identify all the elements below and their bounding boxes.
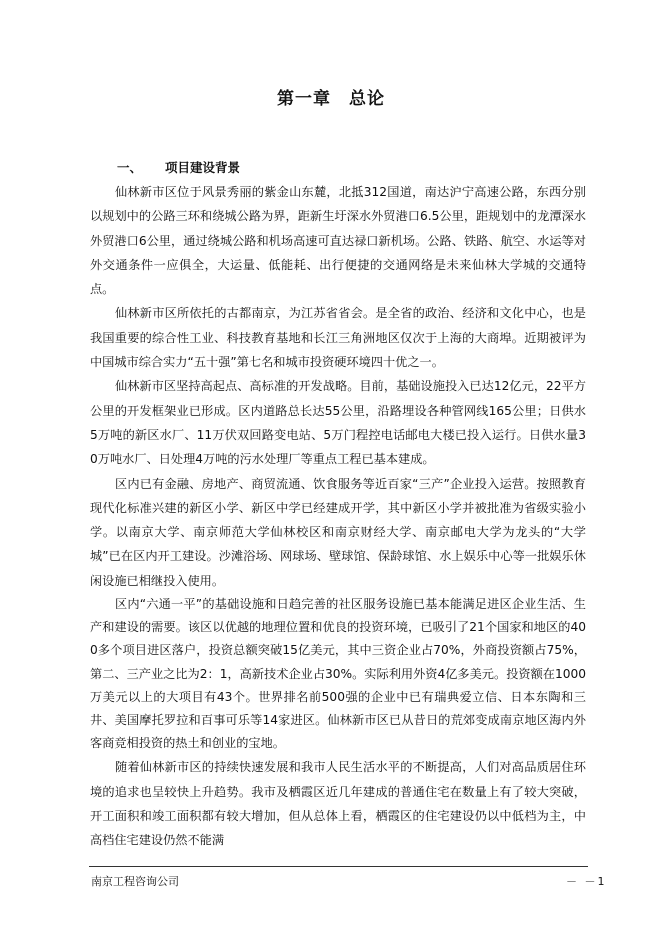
paragraph-housing: 随着仙林新市区的持续快速发展和我市人民生活水平的不断提高，人们对高品质居住环境的追求也呈较快上升趋势。我市及栖霞区近几年建成的普通住宅在数量上有了较大突破，开工面积和竣工面积都有较大增加，但从总体上看，栖霞区的住宅建设仍以中低档为主，中高档住宅建设仍然不能满 xyxy=(90,760,586,848)
section-number: 一、 xyxy=(117,160,143,175)
section-heading xyxy=(117,158,240,176)
footer-divider xyxy=(89,866,588,867)
body-text xyxy=(90,180,586,853)
chapter-title xyxy=(0,84,662,109)
paragraph-development: 仙林新市区坚持高起点、高标准的开发战略。目前，基础设施投入已达12亿元，22平方公里的开发框架业已形成。区内道路总长达55公里，沿路埋设各种管网线165公里；日供水5万吨的新区水厂、11万伏双回路变电站、5万门程控电话邮电大楼已投入运行。日供水量30万吨水厂、日处理4万吨的污水处理厂等重点工程已基本建成。 xyxy=(90,379,586,467)
section-title: 项目建设背景 xyxy=(165,160,241,175)
paragraph-services: 区内已有金融、房地产、商贸流通、饮食服务等近百家“三产”企业投入运营。按照教育现代化标准兴建的新区小学、新区中学已经建成开学，其中新区小学并被批准为省级实验小学。以南京大学、南京师范大学仙林校区和南京财经大学、南京邮电大学为龙头的“大学城”已在区内开工建设。沙滩浴场、网球场、壁球馆、保龄球馆、水上娱乐中心等一批娱乐休闲设施已相继投入使用。 xyxy=(90,476,586,588)
paragraph-nanjing: 仙林新市区所依托的古都南京，为江苏省省会。是全省的政治、经济和文化中心，也是我国重要的综合性工业、科技教育基地和长江三角洲地区仅次于上海的大商埠。近期被评为中国城市综合实力“五十强”第七名和城市投资硬环境四十优之一。 xyxy=(90,306,586,370)
chapter-name: 总论 xyxy=(349,89,385,109)
footer-page-number: － －1 xyxy=(566,875,607,888)
paragraph-investment: 区内“六通一平”的基础设施和日趋完善的社区服务设施已基本能满足进区企业生活、生产和建设的需要。该区以优越的地理位置和优良的投资环境，已吸引了21个国家和地区的400多个项目进区落户，投资总额突破15亿美元，其中三资企业占70%，外商投资额占75%，第二、三产业之比为2：1，高新技术企业占30%。实际利用外资4亿多美元。投资额在1000万美元以上的大项目有43个。世界排名前500强的企业中已有瑞典爱立信、日本东陶和三井、美国摩托罗拉和百事可乐等14家进区。仙林新市区已从昔日的荒郊变成南京地区海内外客商竞相投资的热土和创业的宝地。 xyxy=(90,597,586,751)
chapter-number: 第一章 xyxy=(277,89,331,109)
paragraph-location: 仙林新市区位于风景秀丽的紫金山东麓，北抵312国道，南达沪宁高速公路，东西分别以规划中的公路三环和绕城公路为界，距新生圩深水外贸港口6.5公里，距规划中的龙潭深水外贸港口6公里，通过绕城公路和机场高速可直达禄口新机场。公路、铁路、航空、水运等对外交通条件一应俱全，大运量、低能耗、出行便捷的交通网络是未来仙林大学城的交通特点。 xyxy=(90,185,586,297)
footer-company: 南京工程咨询公司 xyxy=(91,875,179,888)
